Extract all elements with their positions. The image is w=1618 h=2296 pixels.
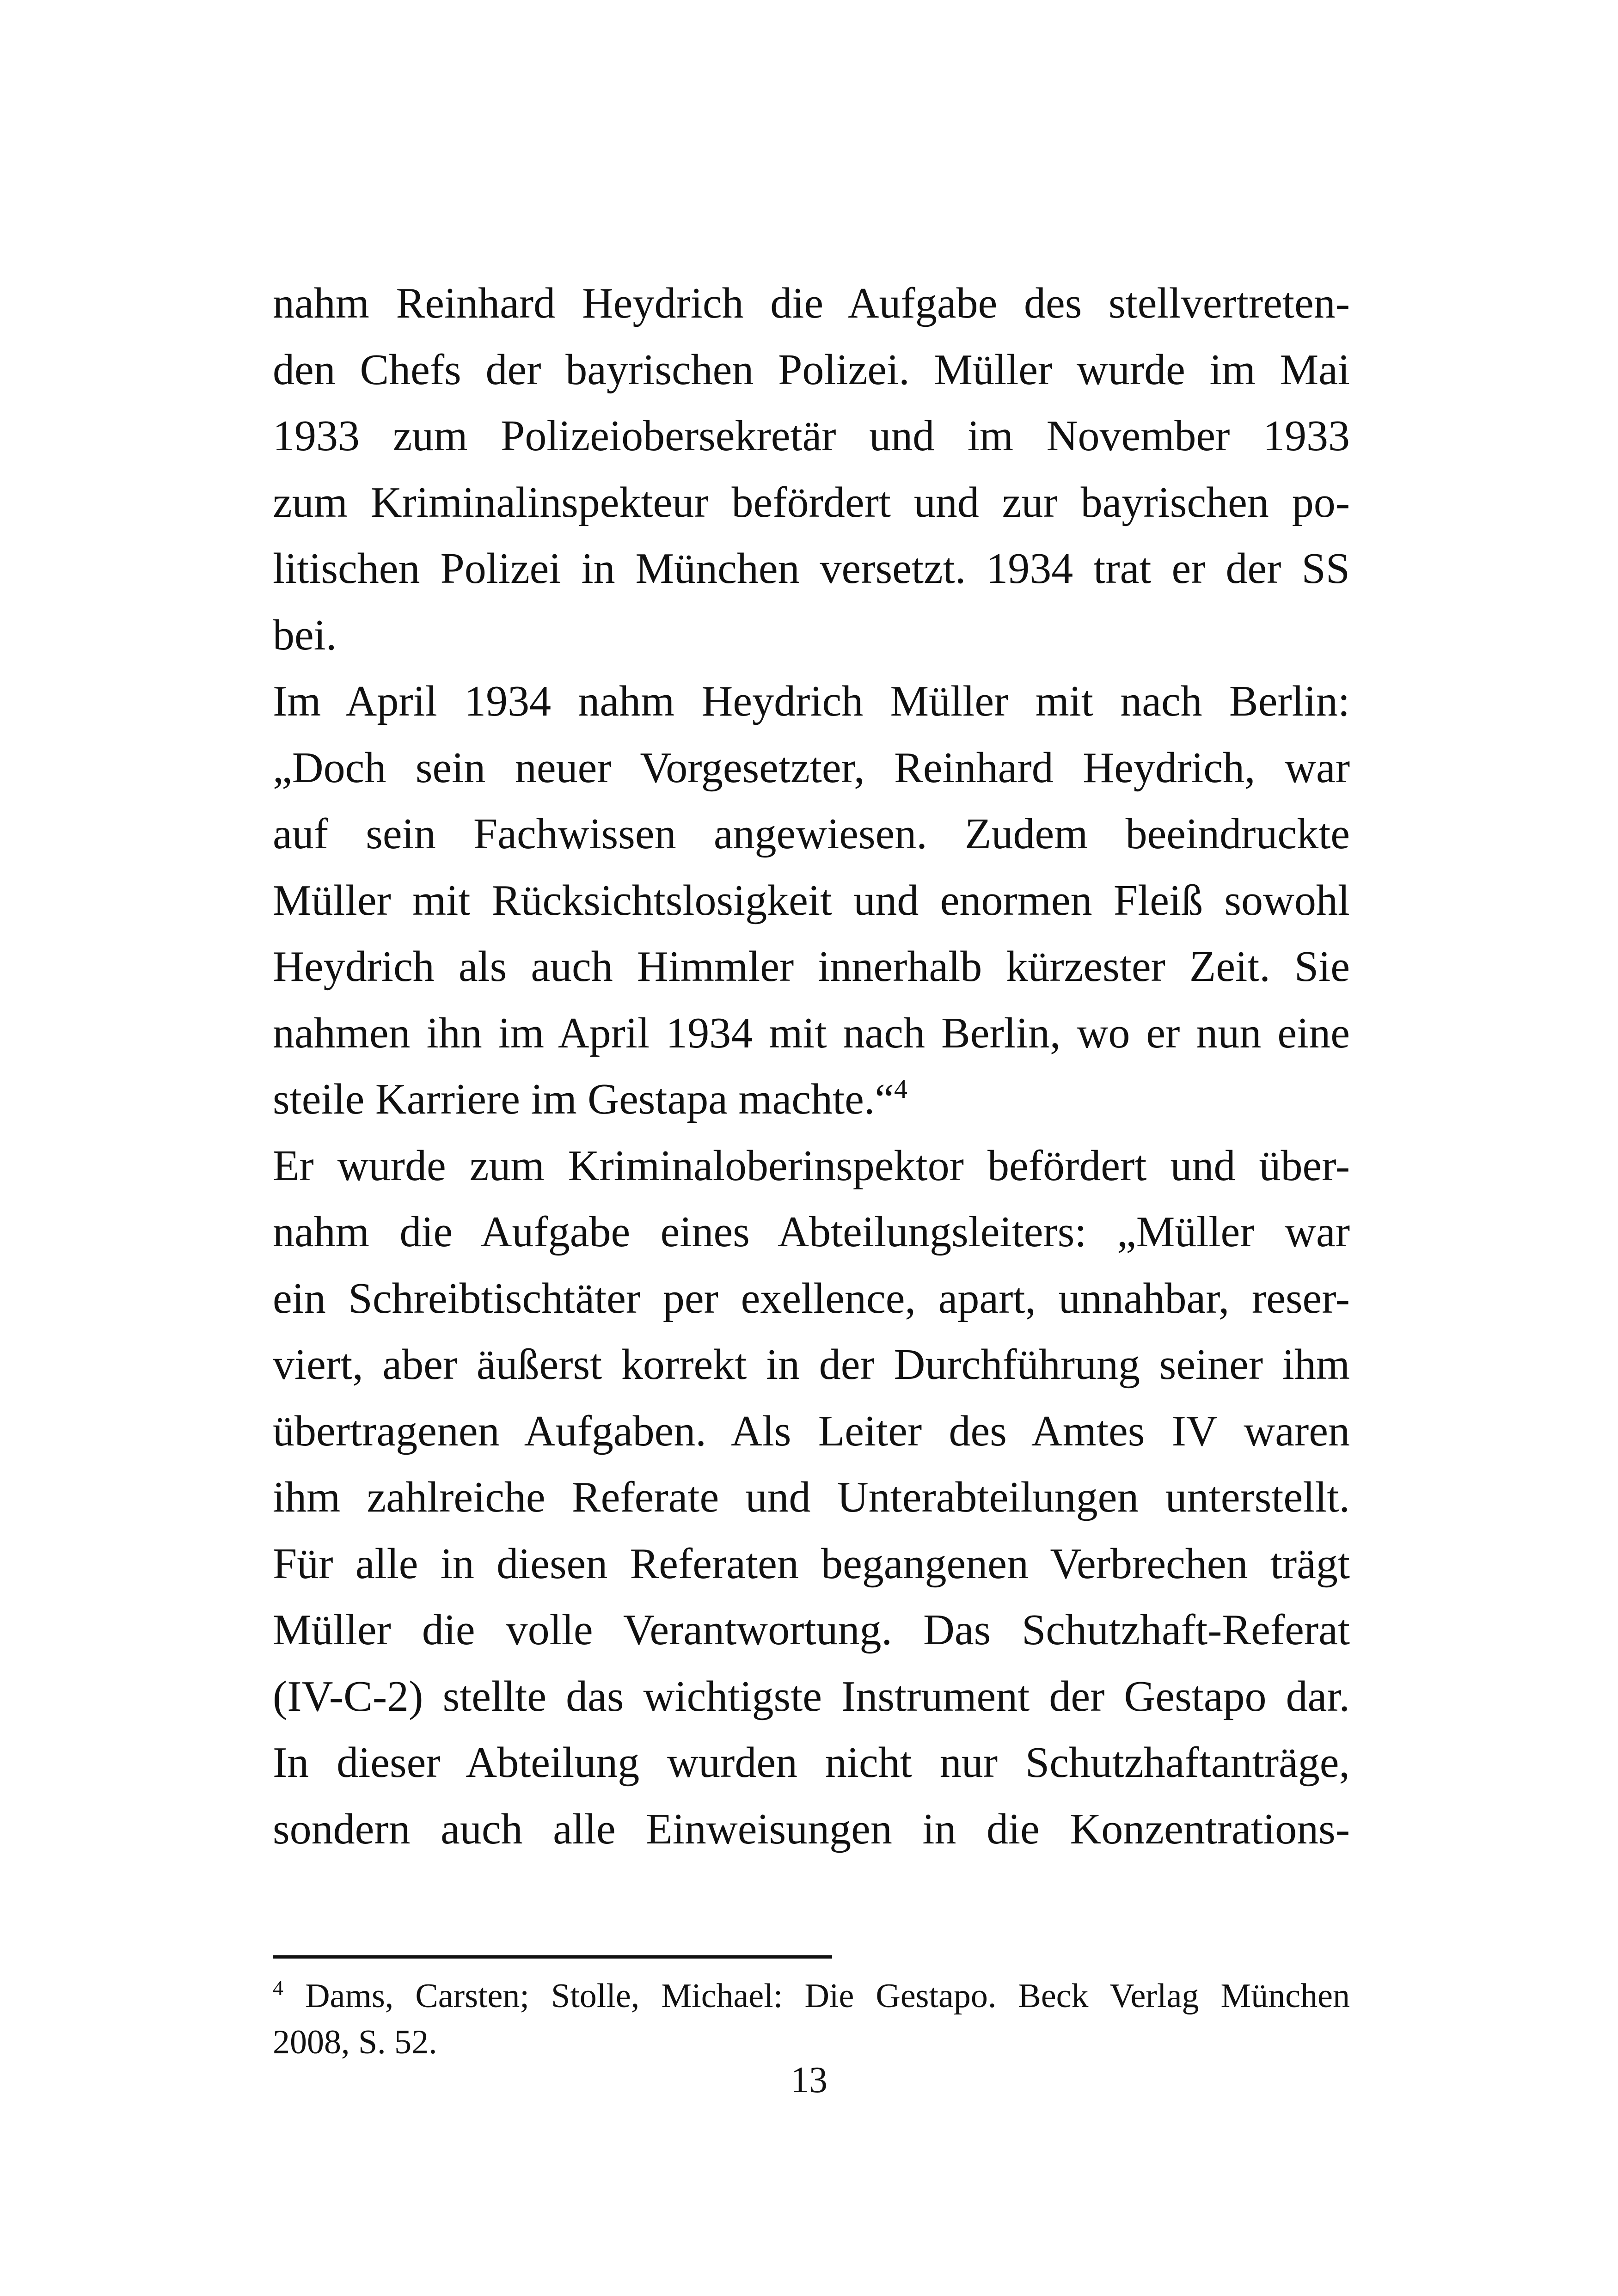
text-line: nahm Reinhard Heydrich die Aufgabe des stellvertreten- <box>273 279 1350 327</box>
text-line: bei. <box>273 611 337 659</box>
text-line: (IV-C-2) stellte das wichtigste Instrument der Gestapo dar. <box>273 1672 1350 1720</box>
footnote-reference: 4 <box>894 1074 908 1104</box>
text-line: litischen Polizei in München versetzt. 1934 trat er der SS <box>273 545 1350 593</box>
text-line: Müller die volle Verantwortung. Das Schutzhaft-Referat <box>273 1606 1350 1654</box>
text-line-with-footnote-ref <box>273 1066 1350 1133</box>
text-line: auf sein Fachwissen angewiesen. Zudem beeindruckte <box>273 810 1350 858</box>
body-text <box>273 270 1350 1862</box>
footnote-divider <box>273 1955 832 1959</box>
text-line-content: steile Karriere im Gestapa machte.“ <box>273 1075 895 1123</box>
footnote-text: Dams, Carsten; Stolle, Michael: Die Gestapo. Beck Verlag München <box>305 1977 1350 2015</box>
footnote <box>273 1973 1350 2065</box>
text-line: Für alle in diesen Referaten begangenen Verbrechen trägt <box>273 1539 1350 1588</box>
text-line: nahmen ihn im April 1934 mit nach Berlin, wo er nun eine <box>273 1009 1350 1057</box>
text-line: 1933 zum Polizeiobersekretär und im November 1933 <box>273 412 1350 460</box>
text-line: In dieser Abteilung wurden nicht nur Schutzhaftanträge, <box>273 1739 1350 1787</box>
text-line: sondern auch alle Einweisungen in die Konzentrations- <box>273 1805 1350 1853</box>
text-line: nahm die Aufgabe eines Abteilungsleiters: „Müller war <box>273 1208 1350 1256</box>
text-line: Heydrich als auch Himmler innerhalb kürzester Zeit. Sie <box>273 943 1350 991</box>
footnote-line <box>273 1973 1350 2019</box>
text-line: „Doch sein neuer Vorgesetzter, Reinhard Heydrich, war <box>273 743 1350 792</box>
page-number: 13 <box>791 2060 827 2100</box>
footnote-number: 4 <box>273 1976 283 2000</box>
text-line: viert, aber äußerst korrekt in der Durchführung seiner ihm <box>273 1341 1350 1389</box>
text-line: Er wurde zum Kriminaloberinspektor befördert und über- <box>273 1141 1350 1190</box>
text-line: ein Schreibtischtäter per exellence, apart, unnahbar, reser- <box>273 1274 1350 1322</box>
footnote-line: 2008, S. 52. <box>273 2023 437 2061</box>
text-line: Im April 1934 nahm Heydrich Müller mit nach Berlin: <box>273 677 1350 725</box>
text-line: zum Kriminalinspekteur befördert und zur bayrischen po- <box>273 478 1350 527</box>
text-line: übertragenen Aufgaben. Als Leiter des Amtes IV waren <box>273 1407 1350 1455</box>
text-line: Müller mit Rücksichtslosigkeit und enormen Fleiß sowohl <box>273 876 1350 925</box>
text-line: den Chefs der bayrischen Polizei. Müller wurde im Mai <box>273 345 1350 394</box>
text-line: ihm zahlreiche Referate und Unterabteilungen unterstellt. <box>273 1473 1350 1521</box>
